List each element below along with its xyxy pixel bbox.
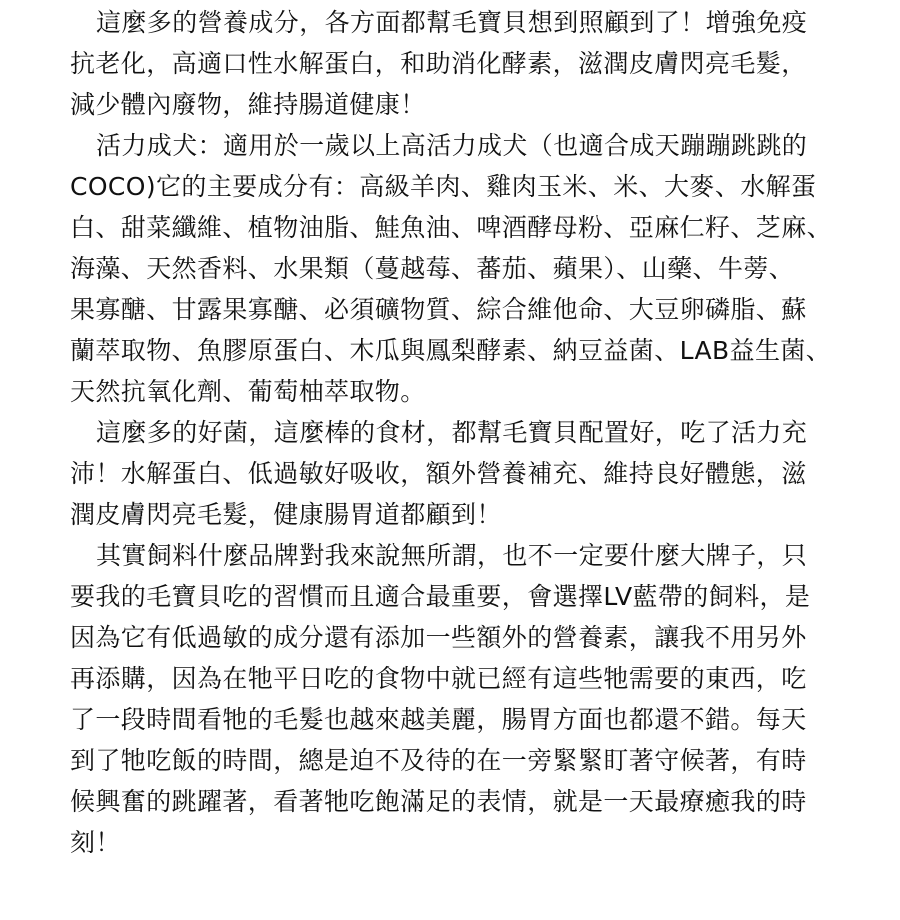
text-line: 蘭萃取物、魚膠原蛋白、木瓜與鳳梨酵素、納豆益菌、LAB益生菌、 bbox=[70, 336, 832, 365]
text-line: 白、甜菜纖維、植物油脂、鮭魚油、啤酒酵母粉、亞麻仁籽、芝麻、 bbox=[70, 213, 833, 242]
text-line: 活力成犬：適用於一歲以上高活力成犬（也適合成天蹦蹦跳跳的 bbox=[96, 131, 808, 160]
text-line: 海藻、天然香料、水果類（蔓越莓、蕃茄、蘋果）、山藥、牛蒡、 bbox=[70, 254, 795, 283]
text-line: 到了牠吃飯的時間，總是迫不及待的在一旁緊緊盯著守候著，有時 bbox=[70, 746, 807, 775]
text-line: 抗老化，高適口性水解蛋白，和助消化酵素，滋潤皮膚閃亮毛髮， bbox=[70, 49, 807, 78]
text-line: 潤皮膚閃亮毛髮，健康腸胃道都顧到！ bbox=[70, 500, 502, 529]
text-line: 這麼多的好菌，這麼棒的食材，都幫毛寶貝配置好，吃了活力充 bbox=[96, 418, 808, 447]
text-line: 了一段時間看牠的毛髮也越來越美麗，腸胃方面也都還不錯。每天 bbox=[70, 705, 807, 734]
text-line: 刻！ bbox=[70, 828, 121, 857]
text-line: 沛！水解蛋白、低過敏好吸收，額外營養補充、維持良好體態，滋 bbox=[70, 459, 807, 488]
text-line: 因為它有低過敏的成分還有添加一些額外的營養素，讓我不用另外 bbox=[70, 623, 807, 652]
article-body bbox=[70, 0, 850, 863]
text-line: 減少體內廢物，維持腸道健康！ bbox=[70, 90, 426, 119]
text-line: 這麼多的營養成分，各方面都幫毛寶貝想到照顧到了！增強免疫 bbox=[96, 8, 808, 37]
text-line: 再添購，因為在牠平日吃的食物中就已經有這些牠需要的東西，吃 bbox=[70, 664, 807, 693]
text-line: 要我的毛寶貝吃的習慣而且適合最重要，會選擇LV藍帶的飼料，是 bbox=[70, 582, 811, 611]
text-line: 天然抗氧化劑、葡萄柚萃取物。 bbox=[70, 377, 426, 406]
text-line: 候興奮的跳躍著，看著牠吃飽滿足的表情，就是一天最療癒我的時 bbox=[70, 787, 807, 816]
text-line: 其實飼料什麼品牌對我來說無所謂，也不一定要什麼大牌子，只 bbox=[96, 541, 808, 570]
text-line: COCO)它的主要成分有：高級羊肉、雞肉玉米、米、大麥、水解蛋 bbox=[70, 172, 817, 201]
text-line: 果寡醣、甘露果寡醣、必須礦物質、綜合維他命、大豆卵磷脂、蘇 bbox=[70, 295, 807, 324]
